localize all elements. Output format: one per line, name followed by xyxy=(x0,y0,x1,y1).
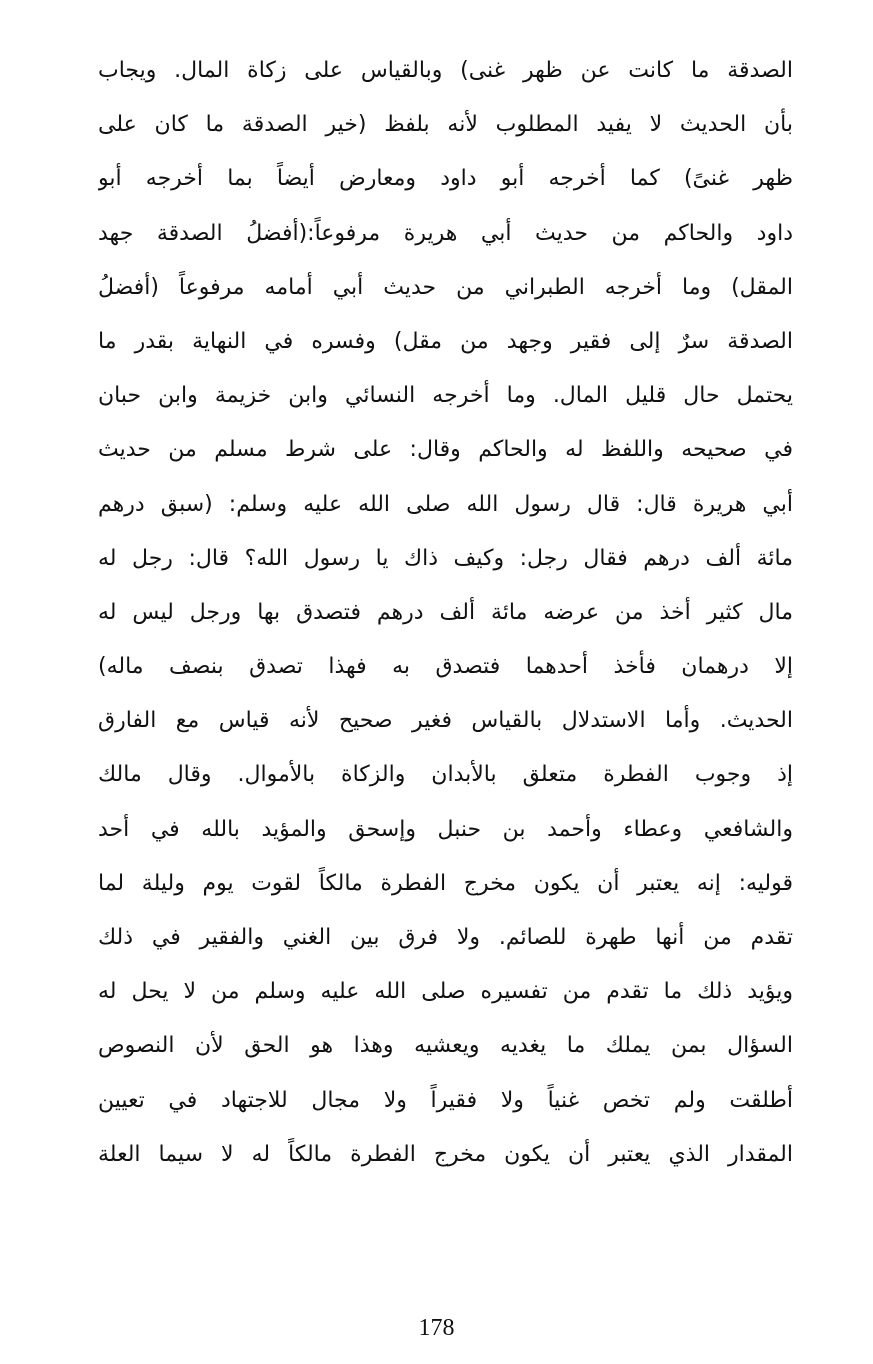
text-line: ويؤيد ذلك ما تقدم من تفسيره صلى الله عليه وسلم من لا يحل له xyxy=(98,979,793,1005)
text-line: في صحيحه واللفظ له والحاكم وقال: على شرط مسلم من حديث xyxy=(98,437,793,463)
text-line: مال كثير أخذ من عرضه مائة ألف درهم فتصدق بها ورجل ليس له xyxy=(98,599,793,625)
text-line: تقدم من أنها طهرة للصائم. ولا فرق بين الغني والفقير في ذلك xyxy=(98,925,793,950)
text-line: المقل) وما أخرجه الطبراني من حديث أبي أمامه مرفوعاً (أفضلُ xyxy=(98,274,793,300)
text-line: داود والحاكم من حديث أبي هريرة مرفوعاً:(أفضلُ الصدقة جهد xyxy=(98,220,793,246)
text-line: السؤال بمن يملك ما يغديه ويعشيه وهذا هو الحق لأن النصوص xyxy=(98,1033,793,1059)
text-line: إذ وجوب الفطرة متعلق بالأبدان والزكاة بالأموال. وقال مالك xyxy=(98,762,793,788)
text-line: الصدقة سرٌ إلى فقير وجهد من مقل) وفسره في النهاية بقدر ما xyxy=(98,328,793,354)
body-text xyxy=(98,44,793,1182)
text-line: أطلقت ولم تخص غنياً ولا فقيراً ولا مجال للاجتهاد في تعيين xyxy=(98,1087,793,1113)
text-line: الحديث. وأما الاستدلال بالقياس فغير صحيح لأنه قياس مع الفارق xyxy=(98,708,793,734)
text-line: يحتمل حال قليل المال. وما أخرجه النسائي وابن خزيمة وابن حبان xyxy=(98,383,793,409)
text-line: المقدار الذي يعتبر أن يكون مخرج الفطرة مالكاً له لا سيما العلة xyxy=(98,1141,793,1167)
page-number: 178 xyxy=(418,1315,455,1341)
text-line: الصدقة ما كانت عن ظهر غنى) وبالقياس على زكاة المال. ويجاب xyxy=(98,58,793,83)
text-line: بأن الحديث لا يفيد المطلوب لأنه بلفظ (خير الصدقة ما كان على xyxy=(98,112,793,138)
text-line: أبي هريرة قال: قال رسول الله صلى الله عليه وسلم: (سبق درهم xyxy=(98,491,793,517)
text-line: قوليه: إنه يعتبر أن يكون مخرج الفطرة مالكاً لقوت يوم وليلة لما xyxy=(98,870,793,896)
text-line: مائة ألف درهم فقال رجل: وكيف ذاك يا رسول الله؟ قال: رجل له xyxy=(98,545,793,571)
text-line: ظهر غنىً) كما أخرجه أبو داود ومعارض أيضاً بما أخرجه أبو xyxy=(98,166,793,192)
text-line: والشافعي وعطاء وأحمد بن حنبل وإسحق والمؤيد بالله في أحد xyxy=(98,816,793,842)
text-line: إلا درهمان فأخذ أحدهما فتصدق به فهذا تصدق بنصف ماله) xyxy=(98,654,793,680)
